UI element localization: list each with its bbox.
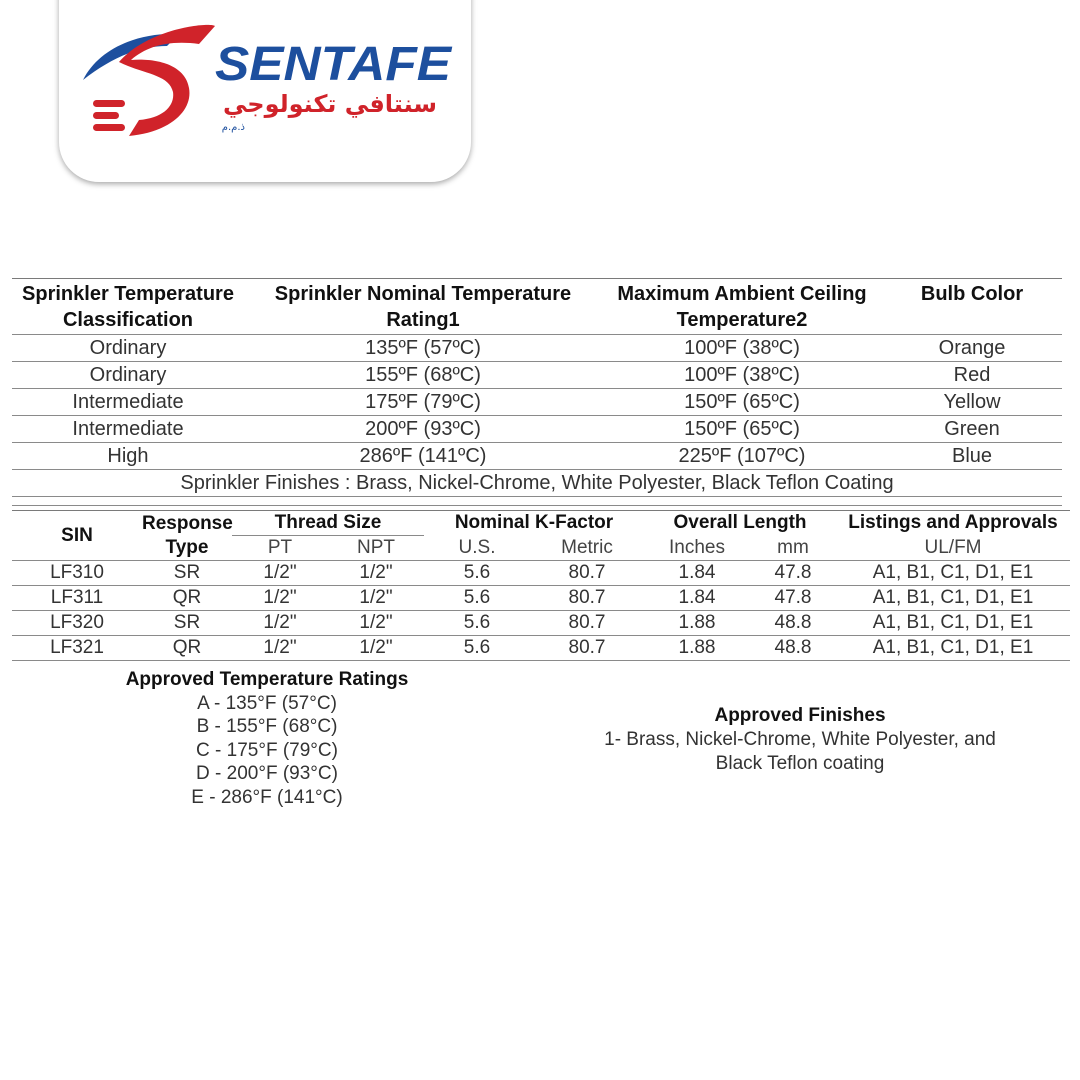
temperature-rating-item: A - 135°F (57°C) xyxy=(197,692,337,714)
header-response-type: Response Type xyxy=(142,511,232,561)
header-listings: Listings and Approvals xyxy=(848,512,1058,534)
listings-cell: A1, B1, C1, D1, E1 xyxy=(836,561,1070,586)
length-inches-cell: 1.84 xyxy=(644,586,750,611)
table-row xyxy=(12,389,1062,416)
k-us-cell: 5.6 xyxy=(424,586,530,611)
max-ambient-cell: 225ºF (107ºC) xyxy=(602,443,882,470)
table-row xyxy=(12,416,1062,443)
length-mm-cell: 48.8 xyxy=(750,611,836,636)
k-metric-cell: 80.7 xyxy=(530,586,644,611)
k-metric-cell: 80.7 xyxy=(530,611,644,636)
table-row xyxy=(12,586,1070,611)
response-cell: SR xyxy=(142,611,232,636)
approved-finishes xyxy=(560,704,1040,776)
approved-finishes-line-1: 1- Brass, Nickel-Chrome, White Polyester, and xyxy=(604,729,996,750)
sin-cell: LF310 xyxy=(12,561,142,586)
npt-cell: 1/2" xyxy=(328,586,424,611)
k-us-cell: 5.6 xyxy=(424,636,530,661)
approved-finishes-line-2: Black Teflon coating xyxy=(715,753,885,774)
nominal-rating-cell: 175ºF (79ºC) xyxy=(244,389,602,416)
pt-cell: 1/2" xyxy=(232,586,328,611)
temperature-rating-item: B - 155°F (68°C) xyxy=(196,716,338,738)
subheader-pt: PT xyxy=(232,536,328,561)
table-row xyxy=(12,443,1062,470)
bulb-color-cell: Red xyxy=(882,362,1062,389)
header-thread-size: Thread Size xyxy=(232,511,424,536)
npt-cell: 1/2" xyxy=(328,636,424,661)
length-inches-cell: 1.88 xyxy=(644,611,750,636)
header-k-factor: Nominal K-Factor xyxy=(454,512,614,534)
subheader-ulfm: UL/FM xyxy=(836,536,1070,561)
table-row xyxy=(12,561,1070,586)
header-nominal-rating: Sprinkler Nominal Temperature Rating1 xyxy=(244,279,602,335)
finishes-note: Sprinkler Finishes : Brass, Nickel-Chrome, White Polyester, Black Teflon Coating xyxy=(12,470,1062,497)
temperature-rating-item: C - 175°F (79°C) xyxy=(196,739,338,761)
length-mm-cell: 47.8 xyxy=(750,586,836,611)
response-cell: SR xyxy=(142,561,232,586)
classification-cell: High xyxy=(12,443,244,470)
listings-cell: A1, B1, C1, D1, E1 xyxy=(836,636,1070,661)
logo-arabic-suffix: ذ.م.م xyxy=(221,122,245,133)
nominal-rating-cell: 135ºF (57ºC) xyxy=(244,335,602,362)
subheader-inches: Inches xyxy=(644,536,750,561)
logo-speed-line-3 xyxy=(93,124,125,131)
spec-table xyxy=(12,510,1070,661)
bulb-color-cell: Blue xyxy=(882,443,1062,470)
table-row xyxy=(12,636,1070,661)
header-classification: Sprinkler Temperature Classification xyxy=(12,279,244,335)
finishes-row xyxy=(12,470,1062,497)
classification-cell: Intermediate xyxy=(12,416,244,443)
k-us-cell: 5.6 xyxy=(424,611,530,636)
logo-speed-line-2 xyxy=(93,112,119,119)
length-inches-cell: 1.84 xyxy=(644,561,750,586)
classification-cell: Intermediate xyxy=(12,389,244,416)
nominal-rating-cell: 200ºF (93ºC) xyxy=(244,416,602,443)
logo-speed-line-1 xyxy=(93,100,125,107)
length-mm-cell: 47.8 xyxy=(750,561,836,586)
npt-cell: 1/2" xyxy=(328,561,424,586)
listings-cell: A1, B1, C1, D1, E1 xyxy=(836,586,1070,611)
pt-cell: 1/2" xyxy=(232,561,328,586)
length-inches-cell: 1.88 xyxy=(644,636,750,661)
table-row xyxy=(12,611,1070,636)
header-sin: SIN xyxy=(12,511,142,561)
max-ambient-cell: 100ºF (38ºC) xyxy=(602,335,882,362)
k-metric-cell: 80.7 xyxy=(530,561,644,586)
header-bulb-color: Bulb Color xyxy=(882,279,1062,335)
k-us-cell: 5.6 xyxy=(424,561,530,586)
approved-temperatures xyxy=(100,668,434,810)
nominal-rating-cell: 286ºF (141ºC) xyxy=(244,443,602,470)
sin-cell: LF320 xyxy=(12,611,142,636)
pt-cell: 1/2" xyxy=(232,636,328,661)
subheader-us: U.S. xyxy=(424,536,530,561)
table-row xyxy=(12,335,1062,362)
max-ambient-cell: 150ºF (65ºC) xyxy=(602,416,882,443)
temperature-rating-item: E - 286°F (141°C) xyxy=(191,786,343,808)
nominal-rating-cell: 155ºF (68ºC) xyxy=(244,362,602,389)
logo-brand-text: SENTAFE xyxy=(215,38,454,91)
max-ambient-cell: 100ºF (38ºC) xyxy=(602,362,882,389)
classification-cell: Ordinary xyxy=(12,362,244,389)
npt-cell: 1/2" xyxy=(328,611,424,636)
response-cell: QR xyxy=(142,586,232,611)
sentafe-logo xyxy=(59,0,471,182)
approved-temperatures-title: Approved Temperature Ratings xyxy=(125,669,409,690)
bulb-color-cell: Orange xyxy=(882,335,1062,362)
sin-cell: LF311 xyxy=(12,586,142,611)
pt-cell: 1/2" xyxy=(232,611,328,636)
logo-card xyxy=(59,0,471,182)
subheader-mm: mm xyxy=(750,536,836,561)
classification-cell: Ordinary xyxy=(12,335,244,362)
response-cell: QR xyxy=(142,636,232,661)
listings-cell: A1, B1, C1, D1, E1 xyxy=(836,611,1070,636)
max-ambient-cell: 150ºF (65ºC) xyxy=(602,389,882,416)
bulb-color-cell: Green xyxy=(882,416,1062,443)
table-row xyxy=(12,362,1062,389)
bulb-color-cell: Yellow xyxy=(882,389,1062,416)
length-mm-cell: 48.8 xyxy=(750,636,836,661)
subheader-metric: Metric xyxy=(530,536,644,561)
temperature-rating-item: D - 200°F (93°C) xyxy=(196,763,338,785)
approved-finishes-title: Approved Finishes xyxy=(714,705,886,726)
header-max-ambient: Maximum Ambient Ceiling Temperature2 xyxy=(602,279,882,335)
k-metric-cell: 80.7 xyxy=(530,636,644,661)
temperature-table xyxy=(12,278,1062,506)
subheader-npt: NPT xyxy=(328,536,424,561)
header-overall-length: Overall Length xyxy=(673,512,807,534)
sin-cell: LF321 xyxy=(12,636,142,661)
logo-arabic-text: سنتافي تكنولوجي xyxy=(222,90,437,118)
